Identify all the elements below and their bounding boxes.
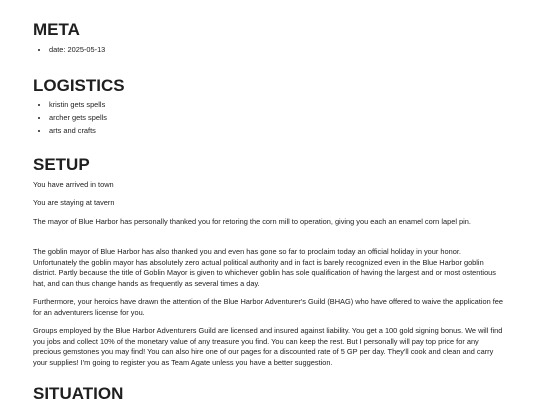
setup-paragraph: The mayor of Blue Harbor has personally thanked you for retoring the corn mill to operation, giving you each an enamel corn lapel pin.	[33, 217, 471, 226]
section-heading-logistics: LOGISTICS	[33, 76, 125, 95]
setup-paragraph: Groups employed by the Blue Harbor Adventurers Guild are licensed and insured against liability. You get a 100 gold signing bonus. We will find you jobs and collect 10% of the monetary value of any treasure you find. You can keep the rest. But I personally will pay top price for any precious gemstones you may find! You can also hire one of our pages for a discounted rate of 5 GP per day. They'll cook and clean and carry your supplies! I'm going to register you as Team Agate unless you have a better suggestion.	[33, 326, 503, 367]
section-heading-situation: SITUATION	[33, 384, 124, 403]
logistics-item: • kristin gets spells	[49, 98, 107, 111]
setup-paragraph: You have arrived in town	[33, 180, 114, 189]
meta-list	[33, 43, 105, 56]
logistics-list	[33, 98, 107, 137]
logistics-item: • archer gets spells	[49, 111, 107, 124]
section-heading-setup: SETUP	[33, 155, 90, 174]
logistics-item: • arts and crafts	[49, 124, 107, 137]
setup-paragraph: Furthermore, your heroics have drawn the attention of the Blue Harbor Adventurer's Guild (BHAG) who have offered to waive the application fee for an adventurers license for you.	[33, 297, 504, 317]
setup-paragraph: The goblin mayor of Blue Harbor has also thanked you and even has gone so far to proclaim today an official holiday in your honor. Unfortunately the goblin mayor has absolutely zero actual political authority and in fact is barely recognized even in the Blue Harbor goblin district. Partly because the title of Goblin Mayor is given to whichever goblin has sole qualification of having the largest and or most ostentious hat, and can thus change hands as frequently as several times a day.	[33, 247, 496, 288]
setup-paragraph: You are staying at tavern	[33, 198, 115, 207]
meta-item-date: • date: 2025-05-13	[49, 43, 105, 56]
section-heading-meta: META	[33, 20, 80, 39]
